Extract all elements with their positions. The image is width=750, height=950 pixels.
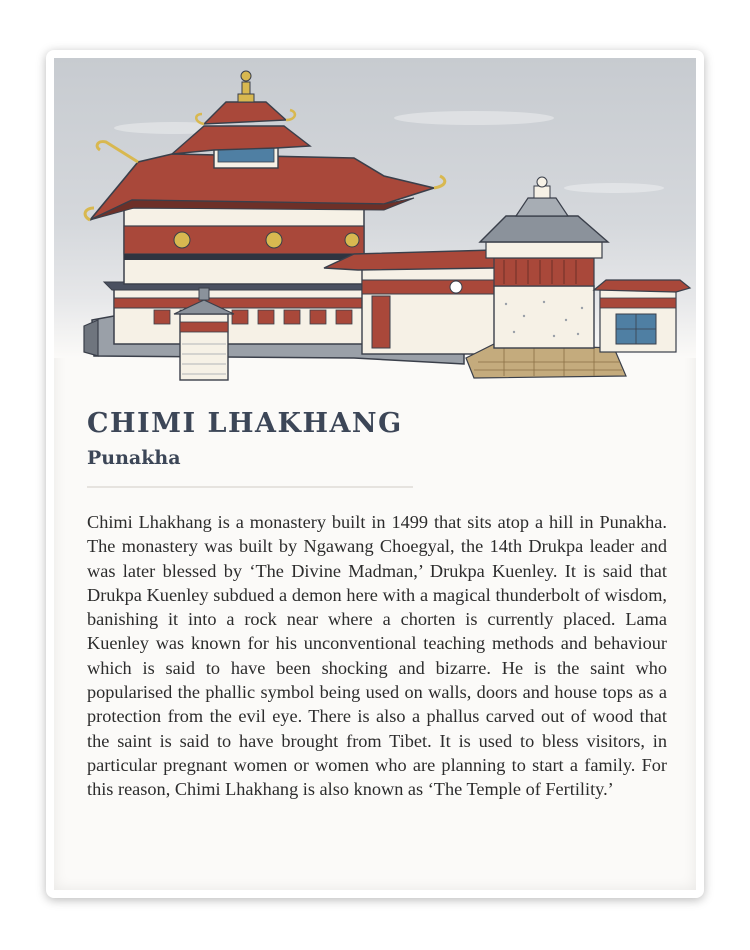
description-paragraph: Chimi Lhakhang is a monastery built in 1499 that sits atop a hill in Punakha. The monastery was built by Ngawang Choegyal, the 14th Drukpa leader and was later blessed by ‘The Divine Madman,’ Drukpa Kuenley. It is said that Drukpa Kuenley subdued a demon here with a magical thunderbolt of wisdom, banishing it into a rock near where a chorten is currently placed. Lama Kuenley was known for his unconventional teaching methods and behaviour which is said to have been shocking and bizarre. He is the saint who popularised the phallic symbol being used on walls, doors and house tops as a protection from the evil eye. There is also a phallus carved out of wood that the saint is said to have brought from Tibet. It is used to bless visitors, in particular pregnant women or women who are planning to start a family. For this reason, Chimi Lhakhang is also known as ‘The Temple of Fertility.’ xyxy=(87,512,667,800)
location-subtitle: Punakha xyxy=(87,447,181,469)
page-title: CHIMI LHAKHANG xyxy=(87,408,403,439)
card xyxy=(54,58,696,890)
divider xyxy=(87,486,413,488)
card-frame xyxy=(46,50,704,898)
right-annex xyxy=(594,280,690,352)
monastery-illustration xyxy=(54,58,696,398)
